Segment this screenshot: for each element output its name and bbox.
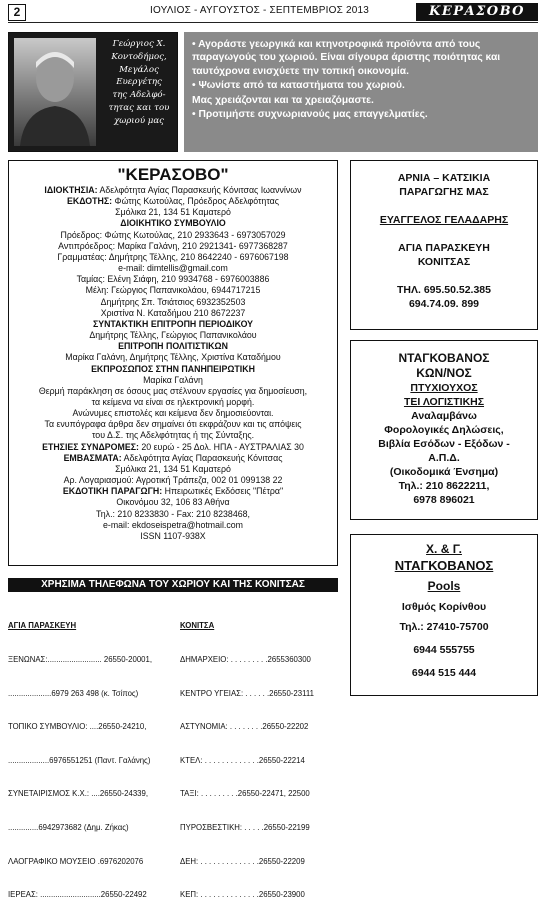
page-number: 2	[8, 4, 26, 21]
ad-pools	[350, 534, 538, 696]
issue-date: ΙΟΥΛΙΟΣ - ΑΥΓΟΥΣΤΟΣ - ΣΕΠΤΕΜΒΡΙΟΣ 2013	[150, 5, 369, 16]
culture-title: ΕΠΙΤΡΟΠΗ ΠΟΛΙΤΙΣΤΙΚΩΝ	[118, 341, 228, 352]
ad-line: Βιβλία Εσόδων - Εξόδων -	[378, 438, 510, 450]
ad-line: 694.74.09. 899	[408, 298, 480, 310]
board-member: Αντιπρόεδρος: Μαρίκα Γαλάνη, 210 2921341- 6977368287	[58, 240, 288, 251]
portrait-image	[14, 38, 96, 146]
ad-line: ΤΗΛ. 695.50.52.385	[397, 284, 491, 296]
ad-line: 6944 555755	[413, 644, 475, 656]
board-member: Δημήτρης Σπ. Τσιάτσιος 6932352503	[100, 296, 246, 307]
note-line: τα κείμενα να είναι σε ηλεκτρονική μορφή.	[91, 396, 255, 407]
ad-line: (Οικοδομικά Ένσημα)	[389, 466, 499, 478]
caption-line: χωριού μας	[114, 115, 164, 126]
phone-entry: ΔΕΗ: . . . . . . . . . . . . . .26550-22209	[180, 856, 305, 866]
phone-entry: ΚΕΠ: . . . . . . . . . . . . . .26550-23900	[180, 890, 305, 900]
ad-line: ΠΑΡΑΓΩΓΗΣ ΜΑΣ	[399, 186, 489, 198]
tips-box	[184, 32, 538, 152]
ad-line: Α.Π.Δ.	[428, 452, 460, 464]
phone-entry: ΛΑΟΓΡΑΦΙΚΟ ΜΟΥΣΕΙΟ .6976202076	[8, 856, 144, 866]
ad-line: 6944 515 444	[411, 667, 477, 679]
tip-text: Μας χρειάζονται και τα χρειαζόμαστε.	[192, 94, 374, 106]
phone-entry: ΚΤΕΛ: . . . . . . . . . . . . .26550-22214	[180, 755, 305, 765]
photo-caption	[102, 38, 176, 128]
masthead-box	[8, 160, 338, 566]
ad-line: ΑΡΝΙΑ – ΚΑΤΣΙΚΙΑ	[397, 172, 491, 184]
caption-line: Κοντοδήμος,	[111, 51, 167, 62]
ad-line: ΠΤΥΧΙΟΥΧΟΣ	[410, 382, 478, 394]
board-member: Ταμίας: Ελένη Σιάφη, 210 9934768 - 6976003886	[76, 274, 270, 285]
ad-line: ΕΥΑΓΓΕΛΟΣ ΓΕΛΑΔΑΡΗΣ	[379, 214, 509, 226]
header-rule	[8, 22, 538, 23]
phone-entry: ΠΥΡΟΣΒΕΣΤΙΚΗ: . . . . .26550-22199	[180, 823, 310, 833]
subscriptions-line: ΕΤΗΣΙΕΣ ΣΥΝΔΡΟΜΕΣ: 20 ευρώ - 25 Δολ. ΗΠΑ - ΑΥΣΤΡΑΛΙΑΣ 30	[42, 441, 304, 452]
ad-lamb-goat	[350, 160, 538, 330]
ad-line: 6978 896021	[413, 494, 475, 506]
phones-konitsa-list	[180, 598, 340, 912]
ad-line: ΚΟΝΙΤΣΑΣ	[417, 256, 471, 268]
ad-line: Τηλ.: 27410-75700	[399, 621, 489, 633]
federation-title: ΕΚΠΡΟΣΩΠΟΣ ΣΤΗΝ ΠΑΝΗΠΕΙΡΩΤΙΚΗ	[91, 363, 255, 374]
caption-line: τητας και του	[108, 102, 170, 113]
board-title: ΔΙΟΙΚΗΤΙΚΟ ΣΥΜΒΟΥΛΙΟ	[120, 218, 226, 229]
board-member: Χριστίνα Ν. Καταδήμου 210 8672237	[100, 307, 246, 318]
ad-line: ΑΓΙΑ ΠΑΡΑΣΚΕΥΗ	[398, 242, 490, 254]
newspaper-brand: ΚΕΡΑΣΟΒΟ	[416, 3, 538, 21]
address-line: Σμόλικα 21, 134 51 Καματερό	[115, 463, 231, 474]
ad-line: Τηλ.: 210 8622211,	[398, 480, 490, 492]
ad-line: ΝΤΑΓΚΟΒΑΝΟΣ	[398, 351, 490, 365]
tip-text: • Ψωνίστε από τα καταστήματα του χωριού.	[192, 80, 405, 92]
ad-line: Φορολογικές Δηλώσεις,	[384, 424, 504, 436]
ad-line: ΝΤΑΓΚΟΒΑΝΟΣ	[394, 558, 494, 573]
spacer	[351, 199, 537, 213]
phone-entry: ΔΗΜΑΡΧΕΙΟ: . . . . . . . . .2655360300	[180, 655, 311, 665]
caption-line: της Αδελφό-	[112, 90, 166, 101]
phone-entry: ΑΣΤΥΝΟΜΙΑ: . . . . . . . .26550-22202	[180, 722, 309, 732]
phone-entry: ΣΥΝΕΤΑΙΡΙΣΜΟΣ Κ.Χ.: ....26550-24339,	[8, 789, 148, 799]
ad-line: ΚΩΝ/ΝΟΣ	[416, 366, 472, 380]
ad-line: Ισθμός Κορίνθου	[401, 601, 487, 613]
owner-line: ΙΔΙΟΚΤΗΣΙΑ: Αδελφότητα Αγίας Παρασκευής Κόνιτσας Ιωαννίνων	[44, 185, 302, 195]
tip-text: • Αγοράστε γεωργικά και κτηνοτροφικά προϊόντα από τους παραγωγούς του χωριού. Είναι σίγουρα άριστης ποιότητας και ταυτόχρονα ενισχύετε την τοπική οικονομία.	[192, 39, 501, 77]
phone-entry: ΙΕΡΕΑΣ: ............................26550-22492	[8, 890, 147, 900]
phone-entry: ΚΕΝΤΡΟ ΥΓΕΙΑΣ: . . . . . .26550-23111	[180, 688, 314, 698]
caption-line: Ευεργέτης	[116, 77, 162, 88]
note-line: Θερμή παράκληση σε όσους μας στέλνουν εργασίες για δημοσίευση,	[38, 385, 308, 396]
account-line: Αρ. Λογαριασμού: Αγροτική Τράπεζα, 002 01 099138 22	[63, 475, 283, 486]
printing-address: Οικονόμου 32, 106 83 Αθήνα	[116, 497, 230, 508]
phone-entry: ..............6942973682 (Δημ. Ζήκας)	[8, 823, 129, 833]
note-line: του Δ.Σ. της Αδελφότητας ή της Σύνταξης.	[91, 430, 255, 441]
board-member: Μέλη: Γεώργιος Παπανικολάου, 6944717215	[85, 285, 261, 296]
phone-entry: ΤΑΞΙ: . . . . . . . . .26550-22471, 22500	[180, 789, 310, 799]
spacer	[351, 269, 537, 283]
editorial-members: Δημήτρης Τέλλης, Γεώργιος Παπανικολάου	[89, 330, 257, 341]
editorial-title: ΣΥΝΤΑΚΤΙΚΗ ΕΠΙΤΡΟΠΗ ΠΕΡΙΟΔΙΚΟΥ	[92, 318, 254, 329]
board-member: e-mail: dimtellis@gmail.com	[118, 263, 228, 274]
printing-line: ΕΚΔΟΤΙΚΗ ΠΑΡΑΓΩΓΗ: Ηπειρωτικές Εκδόσεις "Πέτρα"	[62, 486, 284, 497]
ad-line: Pools	[427, 579, 461, 593]
ad-line: ΤΕΙ ΛΟΓΙΣΤΙΚΗΣ	[403, 396, 485, 408]
phones-section-title: ΚΟΝΙΤΣΑ	[180, 621, 215, 631]
note-line: Τα ενυπόγραφα άρθρα δεν σημαίνει ότι εκφράζουν και τις απόψεις	[44, 419, 302, 430]
culture-members: Μαρίκα Γαλάνη, Δημήτρης Τέλλης, Χριστίνα Καταδήμου	[65, 352, 281, 363]
phone-entry: ....................6979 263 498 (κ. Τσίπος)	[8, 688, 139, 698]
spacer	[351, 227, 537, 241]
publisher-line: ΕΚΔΟΤΗΣ: Φώτης Κωτούλας, Πρόεδρος Αδελφότητας	[67, 196, 279, 207]
tip-text: • Προτιμήστε συχνωριανούς μας επαγγελματίες.	[192, 109, 428, 121]
phones-section-title: ΑΓΙΑ ΠΑΡΑΣΚΕΥΗ	[8, 621, 77, 631]
phone-entry: ΤΟΠΙΚΟ ΣΥΜΒΟΥΛΙΟ: ....26550-24210,	[8, 722, 147, 732]
caption-line: Γεώργιος Χ.	[112, 39, 166, 49]
address-line: Σμόλικα 21, 134 51 Καματερό	[115, 207, 231, 218]
ad-accountant	[350, 340, 538, 520]
federation-rep: Μαρίκα Γαλάνη	[143, 374, 203, 385]
caption-line: Μεγάλος	[119, 64, 159, 75]
issn: ISSN 1107-938X	[140, 530, 206, 541]
phones-village-list	[8, 598, 168, 912]
board-member: Γραμματέας: Δημήτρης Τέλλης, 210 8642240 - 6976067198	[57, 251, 289, 262]
phones-title: ΧΡΗΣΙΜΑ ΤΗΛΕΦΩΝΑ ΤΟΥ ΧΩΡΙΟΥ ΚΑΙ ΤΗΣ ΚΟΝΙΤΣΑΣ	[8, 578, 338, 592]
board-member: Πρόεδρος: Φώτης Κωτούλας, 210 2933643 - 6973057029	[60, 229, 286, 240]
ad-line: Αναλαμβάνω	[411, 410, 477, 422]
ad-line: Χ. & Γ.	[426, 542, 462, 556]
printing-phone: Τηλ.: 210 8233830 - Fax: 210 8238468,	[96, 508, 250, 519]
benefactor-photo	[14, 38, 96, 146]
printing-email: e-mail: ekdoseispetra@hotmail.com	[103, 519, 243, 530]
masthead-title: "ΚΕΡΑΣΟΒΟ"	[117, 165, 229, 184]
remittance-line: ΕΜΒΑΣΜΑΤΑ: Αδελφότητα Αγίας Παρασκευής Κόνιτσας	[63, 452, 283, 463]
note-line: Ανώνυμες επιστολές και κείμενα δεν δημοσιεύονται.	[72, 408, 274, 419]
phone-entry: ...................6976551251 (Παντ. Γαλάνης)	[8, 755, 151, 765]
phone-entry: ΞΕΝΩΝΑΣ:......................... 26550-20001,	[8, 655, 152, 665]
